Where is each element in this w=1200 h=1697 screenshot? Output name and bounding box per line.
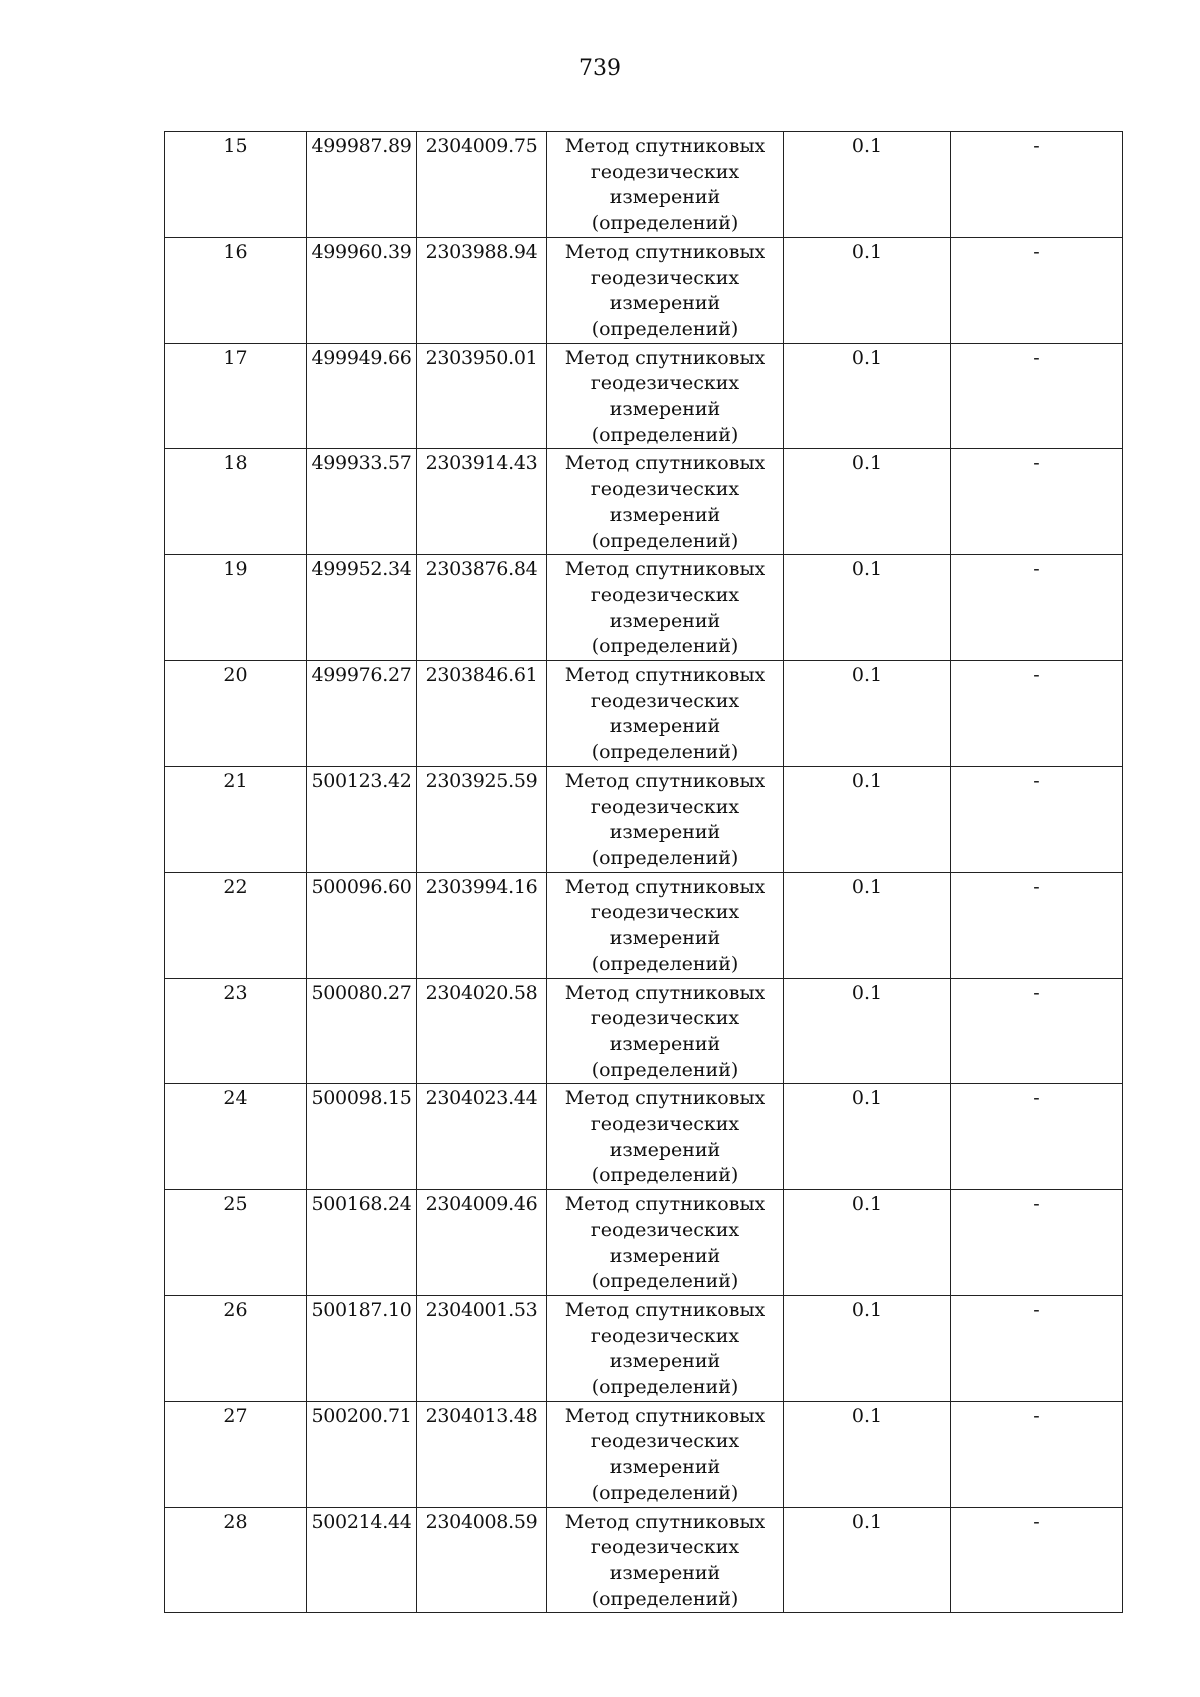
point-number-cell: 23 (165, 978, 307, 1084)
method-line: измерений (609, 292, 721, 315)
method-line: измерений (609, 927, 721, 950)
method-cell (547, 1190, 784, 1296)
accuracy-cell: 0.1 (784, 1401, 951, 1507)
method-line: геодезических (590, 266, 740, 289)
accuracy-cell: 0.1 (784, 1507, 951, 1613)
method-line: геодезических (590, 1007, 740, 1030)
table-row (165, 343, 1123, 449)
method-cell (547, 343, 784, 449)
method-line: (определений) (591, 529, 739, 552)
coordinates-table (164, 131, 1123, 1613)
method-line: геодезических (590, 1324, 740, 1347)
description-cell: - (951, 661, 1123, 767)
table-row (165, 1295, 1123, 1401)
table-row (165, 766, 1123, 872)
x-coordinate-cell: 499952.34 (307, 555, 417, 661)
point-number-cell: 16 (165, 237, 307, 343)
description-cell: - (951, 978, 1123, 1084)
method-cell (547, 555, 784, 661)
method-cell (547, 766, 784, 872)
method-line: Метод спутниковых (564, 1404, 766, 1427)
method-line: геодезических (590, 689, 740, 712)
method-cell (547, 449, 784, 555)
accuracy-cell: 0.1 (784, 1084, 951, 1190)
method-line: Метод спутниковых (564, 664, 766, 687)
description-cell: - (951, 237, 1123, 343)
table-row (165, 1507, 1123, 1613)
accuracy-cell: 0.1 (784, 661, 951, 767)
x-coordinate-cell: 499949.66 (307, 343, 417, 449)
accuracy-cell: 0.1 (784, 1190, 951, 1296)
method-line: измерений (609, 503, 721, 526)
method-line: геодезических (590, 1430, 740, 1453)
x-coordinate-cell: 499960.39 (307, 237, 417, 343)
x-coordinate-cell: 500187.10 (307, 1295, 417, 1401)
method-cell (547, 237, 784, 343)
accuracy-cell: 0.1 (784, 555, 951, 661)
y-coordinate-cell: 2304023.44 (417, 1084, 547, 1190)
method-line: Метод спутниковых (564, 1510, 766, 1533)
method-line: (определений) (591, 741, 739, 764)
method-line: Метод спутниковых (564, 240, 766, 263)
method-cell (547, 661, 784, 767)
x-coordinate-cell: 500096.60 (307, 872, 417, 978)
x-coordinate-cell: 500080.27 (307, 978, 417, 1084)
method-line: геодезических (590, 901, 740, 924)
method-line: измерений (609, 1244, 721, 1267)
method-line: (определений) (591, 635, 739, 658)
method-cell (547, 132, 784, 238)
method-line: (определений) (591, 1481, 739, 1504)
description-cell: - (951, 872, 1123, 978)
method-line: измерений (609, 1032, 721, 1055)
y-coordinate-cell: 2304009.46 (417, 1190, 547, 1296)
x-coordinate-cell: 500168.24 (307, 1190, 417, 1296)
method-line: Метод спутниковых (564, 346, 766, 369)
accuracy-cell: 0.1 (784, 872, 951, 978)
description-cell: - (951, 1084, 1123, 1190)
x-coordinate-cell: 499933.57 (307, 449, 417, 555)
table-row (165, 237, 1123, 343)
y-coordinate-cell: 2304020.58 (417, 978, 547, 1084)
description-cell: - (951, 132, 1123, 238)
method-line: геодезических (590, 1536, 740, 1559)
x-coordinate-cell: 499976.27 (307, 661, 417, 767)
table-row (165, 661, 1123, 767)
y-coordinate-cell: 2303876.84 (417, 555, 547, 661)
x-coordinate-cell: 500200.71 (307, 1401, 417, 1507)
x-coordinate-cell: 500098.15 (307, 1084, 417, 1190)
description-cell: - (951, 343, 1123, 449)
method-line: Метод спутниковых (564, 769, 766, 792)
method-line: (определений) (591, 1164, 739, 1187)
point-number-cell: 24 (165, 1084, 307, 1190)
description-cell: - (951, 1401, 1123, 1507)
accuracy-cell: 0.1 (784, 343, 951, 449)
method-line: измерений (609, 1138, 721, 1161)
point-number-cell: 26 (165, 1295, 307, 1401)
method-line: (определений) (591, 1058, 739, 1081)
method-line: Метод спутниковых (564, 875, 766, 898)
method-cell (547, 978, 784, 1084)
method-line: Метод спутниковых (564, 981, 766, 1004)
table-row (165, 1190, 1123, 1296)
method-cell (547, 1401, 784, 1507)
method-line: (определений) (591, 1270, 739, 1293)
method-line: (определений) (591, 317, 739, 340)
method-line: измерений (609, 821, 721, 844)
accuracy-cell: 0.1 (784, 1295, 951, 1401)
method-line: измерений (609, 398, 721, 421)
description-cell: - (951, 1507, 1123, 1613)
method-line: измерений (609, 609, 721, 632)
y-coordinate-cell: 2304001.53 (417, 1295, 547, 1401)
method-line: Метод спутниковых (564, 1298, 766, 1321)
method-line: (определений) (591, 212, 739, 235)
method-line: (определений) (591, 1376, 739, 1399)
description-cell: - (951, 555, 1123, 661)
y-coordinate-cell: 2303950.01 (417, 343, 547, 449)
method-line: (определений) (591, 952, 739, 975)
x-coordinate-cell: 500214.44 (307, 1507, 417, 1613)
method-cell (547, 1084, 784, 1190)
point-number-cell: 22 (165, 872, 307, 978)
y-coordinate-cell: 2304008.59 (417, 1507, 547, 1613)
point-number-cell: 18 (165, 449, 307, 555)
description-cell: - (951, 1295, 1123, 1401)
y-coordinate-cell: 2303914.43 (417, 449, 547, 555)
method-line: геодезических (590, 160, 740, 183)
method-line: геодезических (590, 795, 740, 818)
method-line: Метод спутниковых (564, 452, 766, 475)
accuracy-cell: 0.1 (784, 237, 951, 343)
table-row (165, 555, 1123, 661)
method-line: геодезических (590, 1113, 740, 1136)
method-line: (определений) (591, 1587, 739, 1610)
point-number-cell: 28 (165, 1507, 307, 1613)
method-line: измерений (609, 715, 721, 738)
accuracy-cell: 0.1 (784, 978, 951, 1084)
table-row (165, 872, 1123, 978)
y-coordinate-cell: 2304013.48 (417, 1401, 547, 1507)
accuracy-cell: 0.1 (784, 449, 951, 555)
table-row (165, 1084, 1123, 1190)
x-coordinate-cell: 499987.89 (307, 132, 417, 238)
point-number-cell: 27 (165, 1401, 307, 1507)
description-cell: - (951, 1190, 1123, 1296)
x-coordinate-cell: 500123.42 (307, 766, 417, 872)
point-number-cell: 25 (165, 1190, 307, 1296)
method-line: измерений (609, 186, 721, 209)
point-number-cell: 21 (165, 766, 307, 872)
point-number-cell: 20 (165, 661, 307, 767)
table-row (165, 449, 1123, 555)
table-row (165, 1401, 1123, 1507)
accuracy-cell: 0.1 (784, 132, 951, 238)
method-line: Метод спутниковых (564, 135, 766, 157)
coordinates-table-body (165, 132, 1123, 1613)
method-line: Метод спутниковых (564, 558, 766, 581)
method-line: измерений (609, 1561, 721, 1584)
method-line: геодезических (590, 583, 740, 606)
description-cell: - (951, 449, 1123, 555)
method-line: измерений (609, 1350, 721, 1373)
point-number-cell: 17 (165, 343, 307, 449)
method-cell (547, 1507, 784, 1613)
method-line: измерений (609, 1456, 721, 1479)
method-cell (547, 872, 784, 978)
y-coordinate-cell: 2303988.94 (417, 237, 547, 343)
method-line: геодезических (590, 478, 740, 501)
y-coordinate-cell: 2304009.75 (417, 132, 547, 238)
method-cell (547, 1295, 784, 1401)
y-coordinate-cell: 2303846.61 (417, 661, 547, 767)
method-line: Метод спутниковых (564, 1193, 766, 1216)
table-row (165, 132, 1123, 238)
point-number-cell: 15 (165, 132, 307, 238)
y-coordinate-cell: 2303994.16 (417, 872, 547, 978)
table-row (165, 978, 1123, 1084)
accuracy-cell: 0.1 (784, 766, 951, 872)
point-number-cell: 19 (165, 555, 307, 661)
method-line: геодезических (590, 1218, 740, 1241)
method-line: (определений) (591, 423, 739, 446)
page-number: 739 (579, 56, 621, 81)
description-cell: - (951, 766, 1123, 872)
y-coordinate-cell: 2303925.59 (417, 766, 547, 872)
method-line: (определений) (591, 846, 739, 869)
method-line: геодезических (590, 372, 740, 395)
method-line: Метод спутниковых (564, 1087, 766, 1110)
